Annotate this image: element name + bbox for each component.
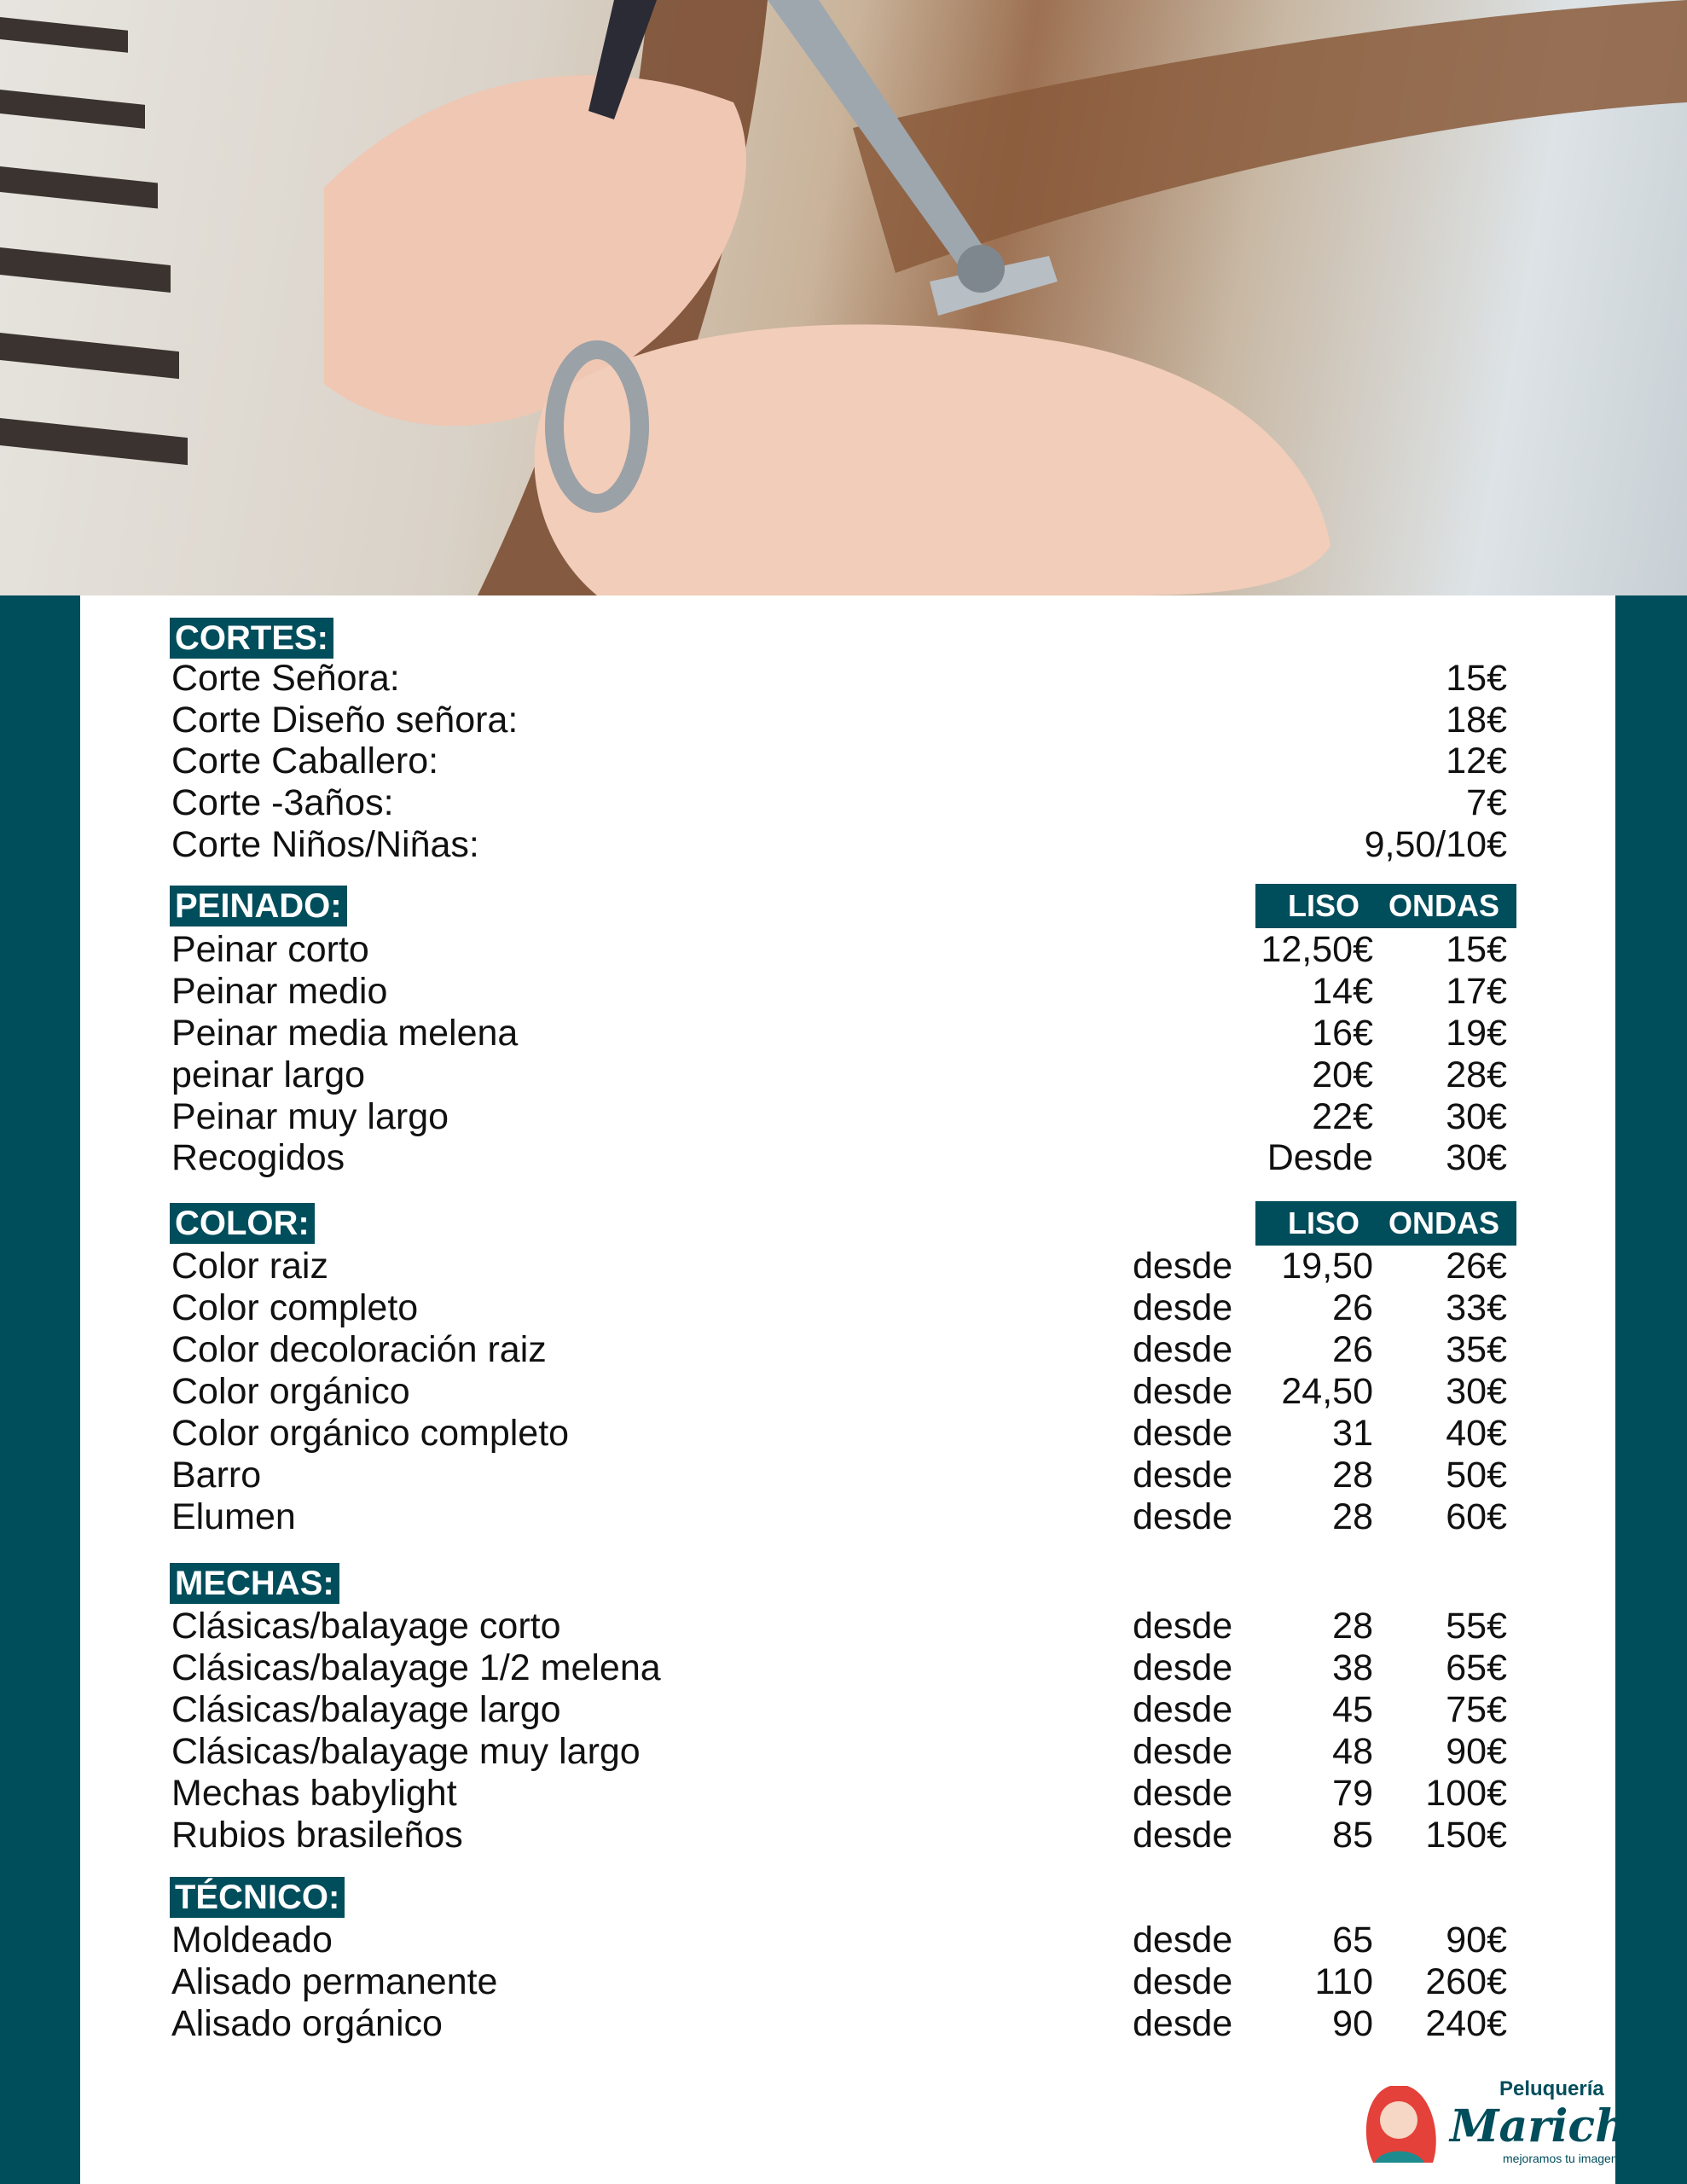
column-header-bar	[1255, 1201, 1516, 1246]
list-item: Corte Caballero: 12€	[171, 741, 1507, 781]
column-header-ondas: ONDAS	[1388, 1205, 1500, 1240]
hair-cutting-scissors-photo-icon	[0, 0, 1687, 595]
section-title-mechas: MECHAS:	[170, 1563, 339, 1604]
list-item: Corte Señora: 15€	[171, 658, 1507, 699]
list-item: Color raiz desde 19,50 26€	[171, 1246, 1507, 1287]
list-item: Recogidos Desde 30€	[171, 1137, 1507, 1178]
list-item: Corte Niños/Niñas: 9,50/10€	[171, 824, 1507, 865]
section-title-peinado: PEINADO:	[170, 886, 347, 926]
list-item: Peinar media melena 16€ 19€	[171, 1013, 1507, 1054]
list-item: Mechas babylight desde 79 100€	[171, 1773, 1507, 1814]
list-item: Peinar muy largo 22€ 30€	[171, 1096, 1507, 1137]
list-item: Clásicas/balayage muy largo desde 48 90€	[171, 1731, 1507, 1772]
header-photo	[0, 0, 1687, 595]
list-item: Color completo desde 26 33€	[171, 1287, 1507, 1328]
list-item: Color orgánico desde 24,50 30€	[171, 1371, 1507, 1412]
section-title-tecnico: TÉCNICO:	[170, 1877, 345, 1918]
logo-text-marichel: Marichel	[1450, 2100, 1673, 2152]
column-header-bar	[1255, 884, 1516, 928]
list-item: Moldeado desde 65 90€	[171, 1920, 1507, 1960]
logo-text-peluqueria: Peluquería	[1499, 2077, 1604, 2100]
list-item: peinar largo 20€ 28€	[171, 1054, 1507, 1095]
list-item: Clásicas/balayage corto desde 28 55€	[171, 1606, 1507, 1647]
column-header-liso: LISO	[1288, 888, 1360, 923]
list-item: Peinar corto 12,50€ 15€	[171, 929, 1507, 970]
logo-tagline: mejoramos tu imagen	[1503, 2152, 1618, 2165]
list-item: Corte -3años: 7€	[171, 782, 1507, 823]
list-item: Alisado orgánico desde 90 240€	[171, 2003, 1507, 2044]
list-item: Clásicas/balayage largo desde 45 75€	[171, 1689, 1507, 1730]
section-title-cortes: CORTES:	[170, 618, 333, 659]
list-item: Color orgánico completo desde 31 40€	[171, 1413, 1507, 1454]
list-item: Alisado permanente desde 110 260€	[171, 1961, 1507, 2002]
list-item: Color decoloración raiz desde 26 35€	[171, 1329, 1507, 1370]
column-header-liso: LISO	[1288, 1205, 1360, 1240]
list-item: Corte Diseño señora: 18€	[171, 700, 1507, 741]
list-item: Peinar medio 14€ 17€	[171, 971, 1507, 1012]
list-item: Clásicas/balayage 1/2 melena desde 38 65€	[171, 1647, 1507, 1688]
list-item: Barro desde 28 50€	[171, 1455, 1507, 1496]
list-item: Rubios brasileños desde 85 150€	[171, 1815, 1507, 1856]
column-header-ondas: ONDAS	[1388, 888, 1500, 923]
section-title-color: COLOR:	[170, 1203, 315, 1244]
list-item: Elumen desde 28 60€	[171, 1496, 1507, 1537]
